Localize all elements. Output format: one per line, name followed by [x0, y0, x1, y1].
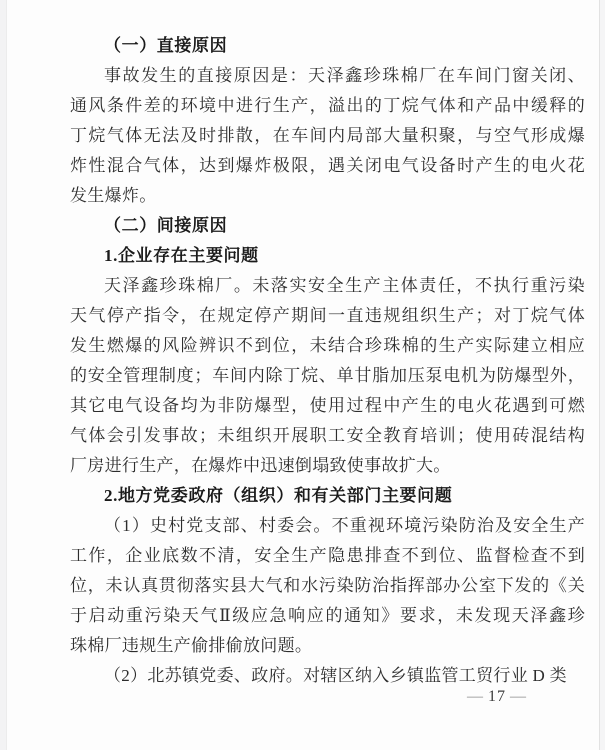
page-number-dash-left: — — [467, 688, 484, 705]
text-line: 位，未认真贯彻落实县大气和水污染防治指挥部办公室下发的《关 — [70, 576, 585, 595]
text-line: 天气停产指令，在规定停产期间一直违规组织生产；对丁烷气体 — [70, 306, 585, 325]
text-line: 炸性混合气体，达到爆炸极限，遇关闭电气设备时产生的电火花 — [70, 156, 585, 175]
text-line: 厂房进行生产，在爆炸中迅速倒塌致使事故扩大。 — [70, 456, 451, 475]
text-line: 于启动重污染天气Ⅱ级应急响应的通知》要求，未发现天泽鑫珍 — [70, 606, 585, 625]
text-line: 珠棉厂违规生产偷排偷放问题。 — [70, 636, 313, 655]
text-line: （2）北苏镇党委、政府。对辖区纳入乡镇监管工贸行业 D 类 — [104, 666, 567, 685]
text-line: 丁烷气体无法及时排散，在车间内局部大量积聚，与空气形成爆 — [70, 126, 585, 145]
text-line: 事故发生的直接原因是：天泽鑫珍珠棉厂在车间门窗关闭、 — [104, 66, 585, 85]
text-line: 气体会引发事故；未组织开展职工安全教育培训；使用砖混结构 — [70, 426, 585, 445]
section-heading: （一）直接原因 — [104, 36, 228, 55]
text-line: 天泽鑫珍珠棉厂。未落实安全生产主体责任，不执行重污染 — [104, 276, 585, 295]
text-line: 通风条件差的环境中进行生产，溢出的丁烷气体和产品中缓释的 — [70, 96, 585, 115]
page-number — [463, 688, 531, 706]
page-number-value: 17 — [488, 688, 506, 705]
section-heading: 1.企业存在主要问题 — [104, 246, 259, 265]
section-heading: 2.地方党委政府（组织）和有关部门主要问题 — [104, 486, 453, 505]
text-line: 其它电气设备均为非防爆型，使用过程中产生的电火花遇到可燃 — [70, 396, 585, 415]
page-number-dash-right: — — [510, 688, 527, 705]
text-line: 工作，企业底数不清，安全生产隐患排查不到位、监督检查不到 — [70, 546, 585, 565]
text-line: 发生爆炸。 — [70, 186, 157, 205]
text-line: 的安全管理制度；车间内除丁烷、单甘脂加压泵电机为防爆型外， — [70, 366, 585, 385]
section-heading: （二）间接原因 — [104, 216, 228, 235]
text-line: （1）史村党支部、村委会。不重视环境污染防治及安全生产 — [104, 516, 585, 535]
text-line: 发生燃爆的风险辨识不到位，未结合珍珠棉的生产实际建立相应 — [70, 336, 585, 355]
